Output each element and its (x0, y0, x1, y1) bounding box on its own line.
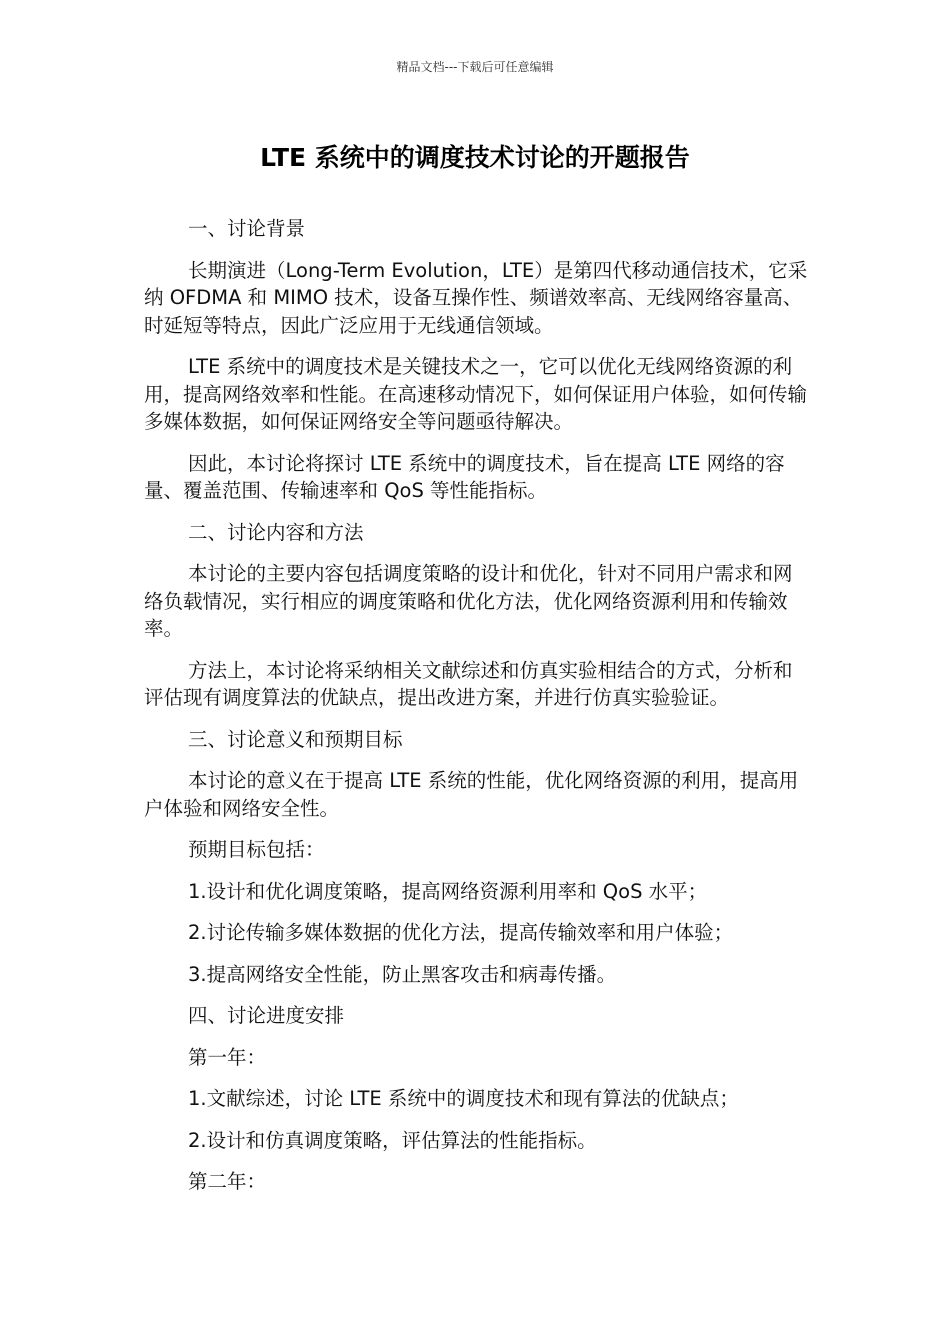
paragraph: 第二年： (188, 1170, 267, 1193)
paragraph: 本讨论的意义在于提高 LTE 系统的性能，优化网络资源的利用，提高用户体验和网络安全性。 (144, 769, 799, 820)
document-body (144, 215, 808, 1210)
paragraph: 本讨论的主要内容包括调度策略的设计和优化，针对不同用户需求和网络负载情况，实行相应的调度策略和优化方法，优化网络资源利用和传输效率。 (144, 562, 793, 640)
list-item: 2.设计和仿真调度策略，评估算法的性能指标。 (188, 1128, 597, 1152)
paragraph: 长期演进（Long-Term Evolution，LTE）是第四代移动通信技术，它采纳 OFDMA 和 MIMO 技术，设备互操作性、频谱效率高、无线网络容量高、时延短等特点，因此广泛应用于无线通信领域。 (144, 258, 808, 337)
section-heading-background: 一、讨论背景 (188, 217, 306, 240)
section-heading-significance: 三、讨论意义和预期目标 (188, 727, 403, 751)
section-heading-schedule: 四、讨论进度安排 (188, 1004, 345, 1027)
paragraph: 因此，本讨论将探讨 LTE 系统中的调度技术，旨在提高 LTE 网络的容量、覆盖范围、传输速率和 QoS 等性能指标。 (144, 451, 785, 502)
document-title: LTE 系统中的调度技术讨论的开题报告 (260, 143, 690, 172)
paragraph: 方法上，本讨论将采纳相关文献综述和仿真实验相结合的方式，分析和评估现有调度算法的优缺点，提出改进方案，并进行仿真实验验证。 (144, 658, 793, 709)
header-watermark: 精品文档---下载后可任意编辑 (396, 60, 554, 74)
section-heading-content-method: 二、讨论内容和方法 (188, 520, 364, 544)
list-item: 3.提高网络安全性能，防止黑客攻击和病毒传播。 (188, 962, 617, 986)
list-item: 1.设计和优化调度策略，提高网络资源利用率和 QoS 水平； (188, 879, 708, 903)
paragraph: 第一年： (188, 1045, 267, 1069)
list-item: 1.文献综述，讨论 LTE 系统中的调度技术和现有算法的优缺点； (188, 1087, 739, 1110)
paragraph: LTE 系统中的调度技术是关键技术之一，它可以优化无线网络资源的利用，提高网络效率和性能。在高速移动情况下，如何保证用户体验，如何传输多媒体数据，如何保证网络安全等问题亟待解决。 (144, 355, 808, 433)
paragraph: 预期目标包括： (188, 838, 325, 861)
list-item: 2.讨论传输多媒体数据的优化方法，提高传输效率和用户体验； (188, 921, 734, 944)
